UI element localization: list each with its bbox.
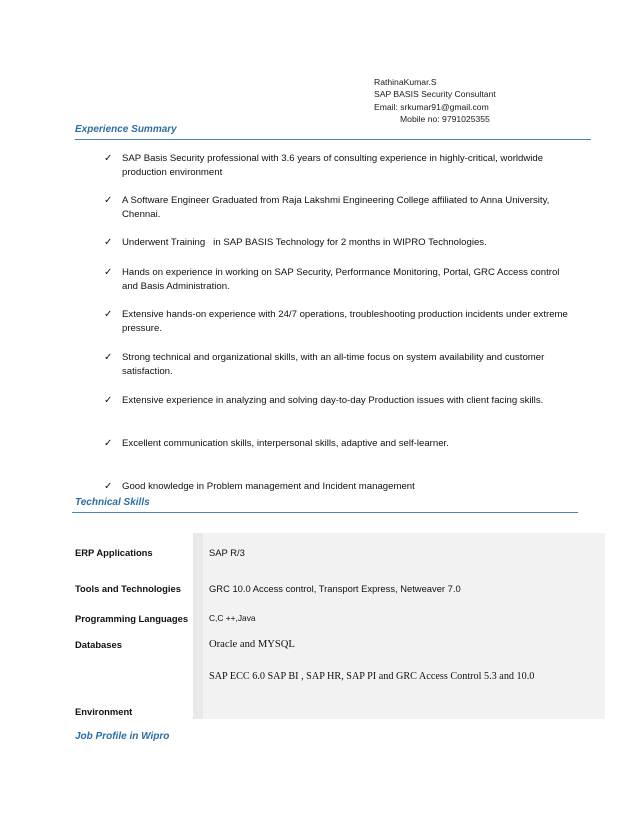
table-row — [73, 571, 605, 605]
skill-label: Environment — [75, 706, 133, 717]
checkmark-icon: ✓ — [104, 237, 113, 248]
skill-value: SAP R/3 — [203, 533, 605, 571]
experience-bullet: ✓ SAP Basis Security professional with 3.6 years of consulting experience in highly-critical, worldwide production environment — [104, 153, 544, 178]
technical-skills-table — [73, 533, 605, 719]
experience-bullet: ✓ Excellent communication skills, interpersonal skills, adaptive and self-learner. — [104, 438, 449, 449]
contact-title: SAP BASIS Security Consultant — [374, 89, 496, 100]
checkmark-icon: ✓ — [104, 195, 113, 206]
checkmark-icon: ✓ — [104, 438, 113, 449]
contact-block — [374, 76, 496, 126]
checkmark-icon: ✓ — [104, 153, 113, 164]
skill-label: Programming Languages — [75, 612, 189, 624]
table-row — [73, 533, 605, 571]
experience-bullet: ✓ Extensive hands-on experience with 24/7 operations, troubleshooting production incidents under extreme pressure. — [104, 309, 568, 334]
table-row — [73, 657, 605, 719]
technical-skills-rule — [72, 512, 578, 513]
contact-name: RathinaKumar.S — [374, 77, 437, 87]
experience-summary-rule — [75, 139, 591, 140]
skill-label: ERP Applications — [75, 546, 153, 558]
experience-bullet: ✓ Good knowledge in Problem management and Incident management — [104, 481, 415, 492]
experience-bullet: ✓ Hands on experience in working on SAP Security, Performance Monitoring, Portal, GRC Access control and Basis Administration. — [104, 267, 560, 292]
skill-value: C,C ++,Java — [203, 605, 605, 631]
checkmark-icon: ✓ — [104, 395, 113, 406]
skill-value: GRC 10.0 Access control, Transport Express, Netweaver 7.0 — [203, 571, 605, 605]
experience-bullet: ✓ Underwent Training in SAP BASIS Technology for 2 months in WIPRO Technologies. — [104, 237, 487, 248]
skill-value: Oracle and MYSQL — [203, 631, 605, 657]
checkmark-icon: ✓ — [104, 481, 113, 492]
contact-mobile: Mobile no: 9791025355 — [400, 114, 490, 125]
experience-bullet: ✓ A Software Engineer Graduated from Raja Lakshmi Engineering College affiliated to Anna University, Chennai. — [104, 195, 550, 220]
experience-bullet: ✓ Extensive experience in analyzing and solving day-to-day Production issues with client facing skills. — [104, 395, 544, 406]
checkmark-icon: ✓ — [104, 309, 113, 320]
skill-value: SAP ECC 6.0 SAP BI , SAP HR, SAP PI and GRC Access Control 5.3 and 10.0 — [203, 657, 605, 719]
job-profile-heading: Job Profile in Wipro — [75, 731, 170, 742]
table-row — [73, 631, 605, 657]
checkmark-icon: ✓ — [104, 267, 113, 278]
technical-skills-heading: Technical Skills — [75, 497, 150, 508]
contact-email: Email: srkumar91@gmail.com — [374, 101, 489, 112]
table-row — [73, 605, 605, 631]
experience-summary-heading: Experience Summary — [75, 124, 177, 135]
skill-label: Databases — [75, 638, 122, 650]
checkmark-icon: ✓ — [104, 352, 113, 363]
skill-label: Tools and Technologies — [75, 582, 181, 594]
experience-bullet: ✓ Strong technical and organizational skills, with an all-time focus on system availability and customer satisfaction. — [104, 352, 545, 377]
